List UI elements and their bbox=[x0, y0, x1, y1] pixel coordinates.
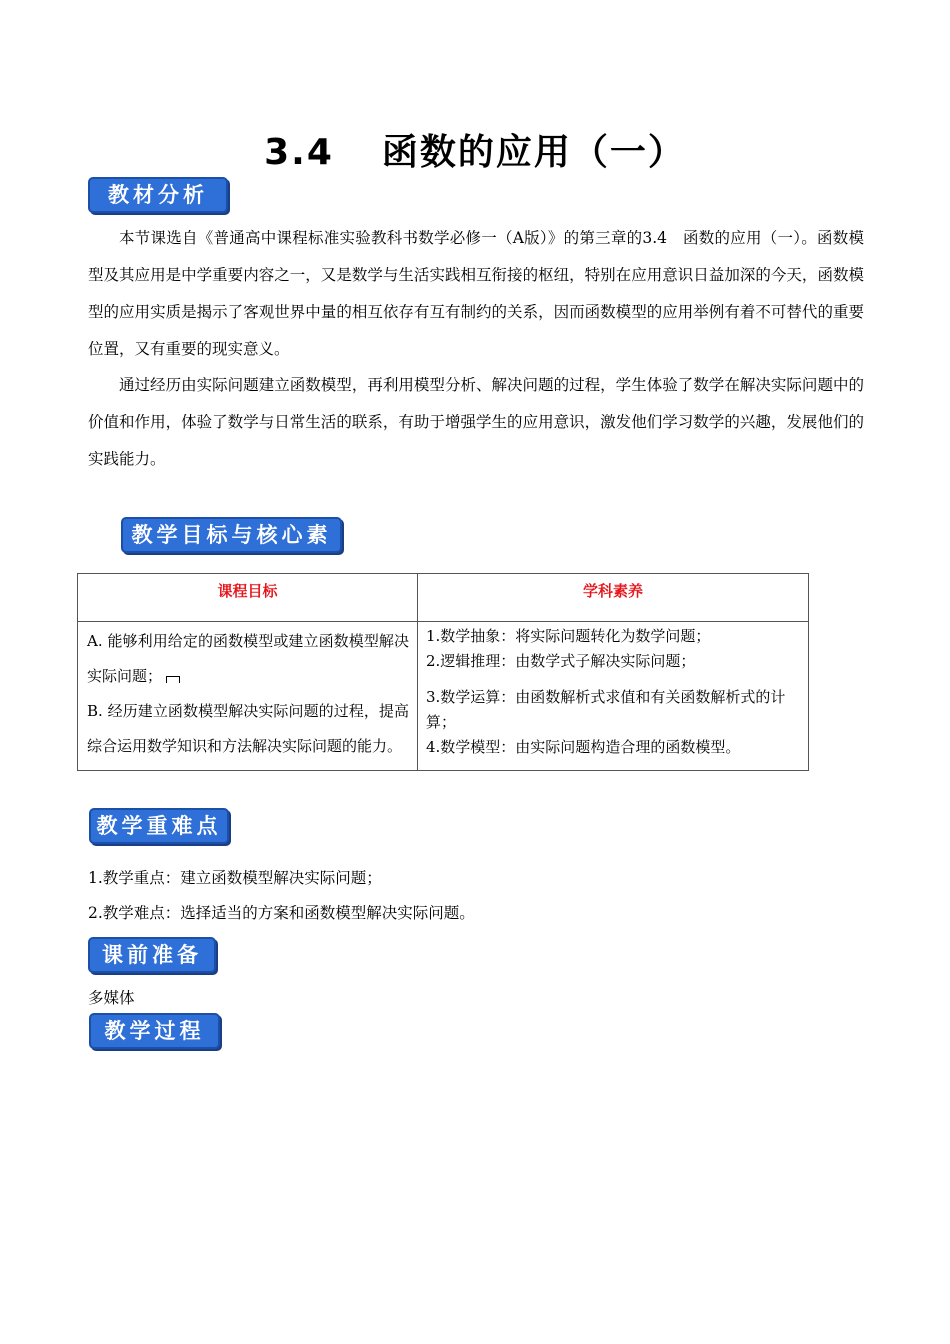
course-goals-cell bbox=[78, 622, 418, 771]
core-literacy-cell bbox=[418, 622, 809, 771]
analysis-paragraph-2: 通过经历由实际问题建立函数模型，再利用模型分析、解决问题的过程，学生体验了数学在解决实际问题中的价值和作用，体验了数学与日常生活的联系，有助于增强学生的应用意识，激发他们学习数学的兴趣，发展他们的实践能力。 bbox=[88, 376, 864, 468]
literacy-item: 1.数学抽象：将实际问题转化为数学问题； bbox=[426, 627, 711, 645]
literacy-item: 2.逻辑推理：由数学式子解决实际问题； bbox=[426, 652, 696, 670]
prep-text: 多媒体 bbox=[88, 989, 135, 1007]
section-badge-process: 教学过程 bbox=[89, 1013, 220, 1049]
section-badge-prep: 课前准备 bbox=[88, 937, 216, 973]
goals-table bbox=[77, 573, 809, 771]
edit-mark-icon bbox=[166, 676, 180, 683]
teaching-focus: 1.教学重点：建立函数模型解决实际问题； bbox=[88, 869, 382, 887]
goal-a bbox=[87, 624, 409, 694]
table-row bbox=[78, 622, 809, 771]
title-text: 函数的应用（一） bbox=[381, 132, 686, 173]
section-badge-keypoints: 教学重难点 bbox=[89, 808, 229, 844]
section-number: 3.4 bbox=[264, 132, 334, 173]
literacy-item: 3.数学运算：由函数解析式求值和有关函数解析式的计算； bbox=[426, 688, 786, 731]
table-header-row bbox=[78, 574, 809, 622]
header-core-literacy: 学科素养 bbox=[418, 574, 809, 622]
teaching-difficulty: 2.教学难点：选择适当的方案和函数模型解决实际问题。 bbox=[88, 904, 475, 922]
section-badge-goals: 教学目标与核心素养 bbox=[121, 517, 342, 553]
literacy-item: 4.数学模型：由实际问题构造合理的函数模型。 bbox=[426, 738, 741, 756]
analysis-paragraph-1: 本节课选自《普通高中课程标准实验教科书数学必修一（A版）》的第三章的3.4 函数的应用（一）。函数模型及其应用是中学重要内容之一，又是数学与生活实践相互衔接的枢纽，特别在应用意识日益加深的今天，函数模型的应用实质是揭示了客观世界中量的相互依存有互有制约的关系，因而函数模型的应用举例有着不可替代的重要位置，又有重要的现实意义。 bbox=[88, 229, 864, 358]
section-badge-analysis: 教材分析 bbox=[88, 177, 228, 213]
goal-b: B. 经历建立函数模型解决实际问题的过程，提高综合运用数学知识和方法解决实际问题的能力。 bbox=[87, 702, 409, 755]
page-title bbox=[0, 130, 950, 176]
goal-a-text: A. 能够利用给定的函数模型或建立函数模型解决实际问题； bbox=[87, 632, 409, 685]
header-course-goals: 课程目标 bbox=[78, 574, 418, 622]
